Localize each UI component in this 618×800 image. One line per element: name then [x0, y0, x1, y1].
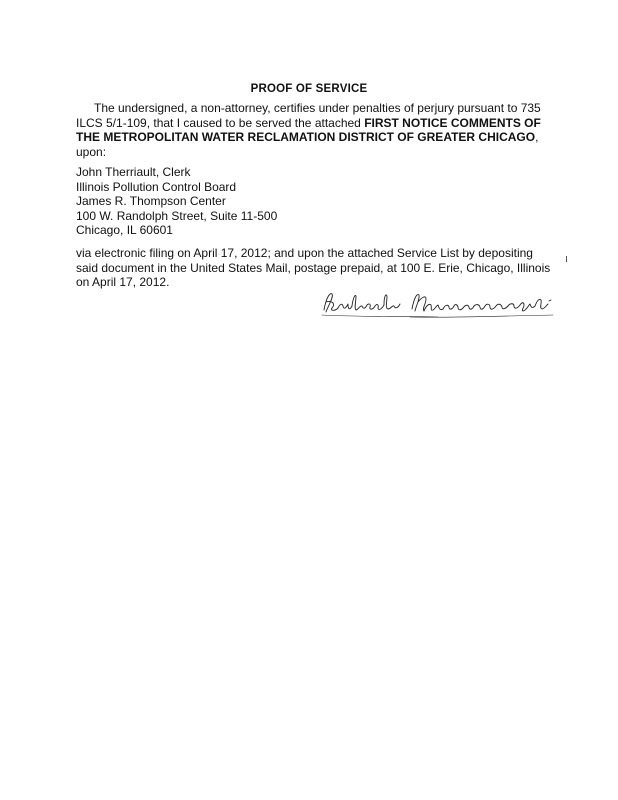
intro-text-part2: , upon: — [76, 130, 539, 159]
recipient-building: James R. Thompson Center — [76, 194, 226, 208]
recipient-organization: Illinois Pollution Control Board — [76, 179, 237, 194]
intro-paragraph — [76, 101, 556, 159]
intro-text-part1: The undersigned, a non-attorney, certifies under penalties of perjury pursuant to 735 ILCS 5/1-109, that I caused to be served the attached — [76, 101, 541, 130]
recipient-street: 100 W. Randolph Street, Suite 11-500 — [76, 208, 278, 223]
recipient-name: John Therriault, Clerk — [76, 165, 191, 179]
document-title: PROOF OF SERVICE — [250, 83, 368, 95]
recipient-address — [76, 165, 476, 238]
recipient-city: Chicago, IL 60601 — [76, 223, 173, 237]
service-paragraph: via electronic filing on April 17, 2012; and upon the attached Service List by depositing said document in the United States Mail, postage prepaid, at 100 E. Erie, Chicago, Illinois on April 17, 2012. — [76, 246, 551, 289]
handwritten-signature — [318, 284, 568, 328]
intro-document-name: FIRST NOTICE COMMENTS OF THE METROPOLITAN WATER RECLAMATION DISTRICT OF GREATER CHICAGO — [76, 115, 541, 144]
signature-tick-mark — [566, 256, 567, 262]
